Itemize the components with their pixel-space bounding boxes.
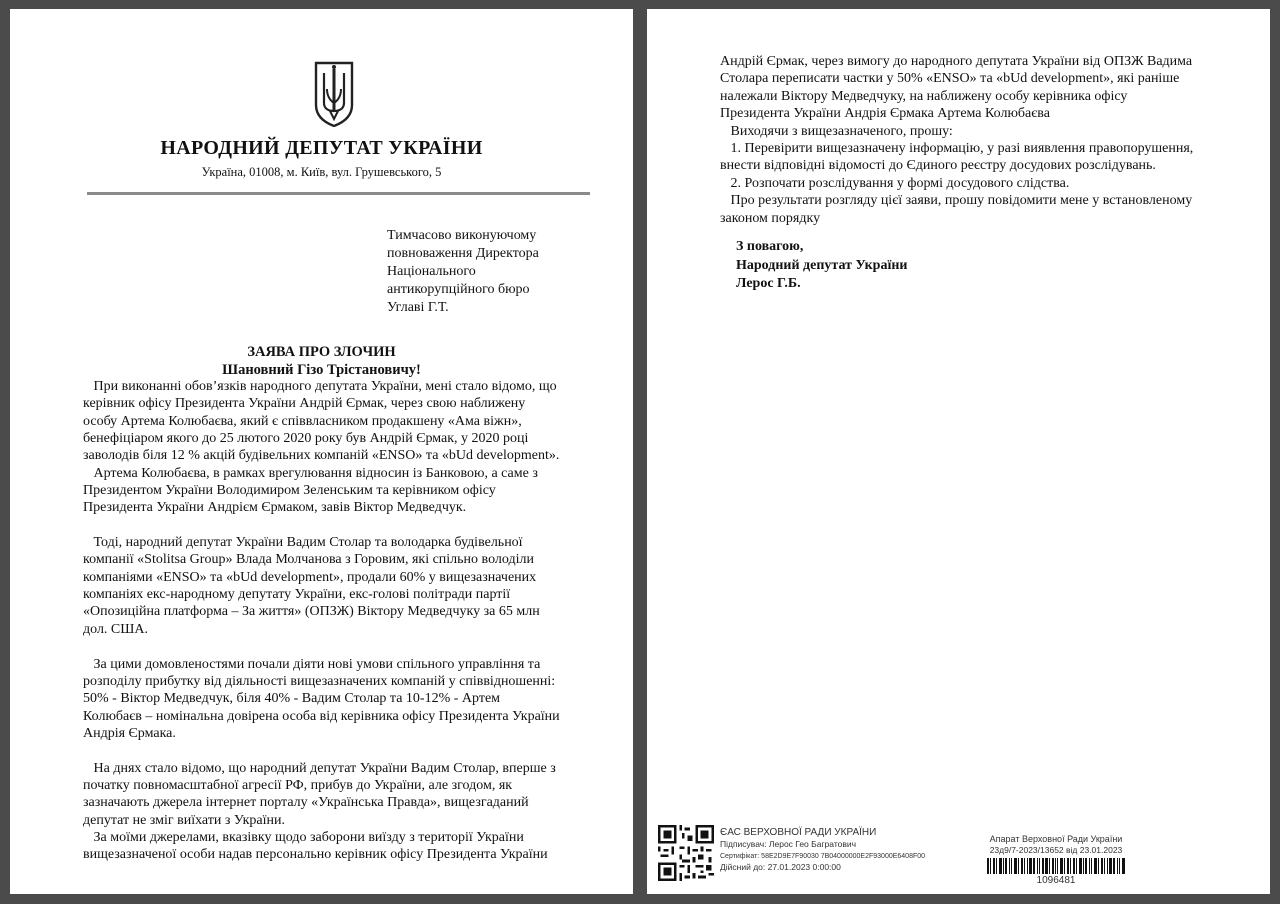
digital-signature-info [720, 827, 925, 873]
text-line: Про результати розгляду цієї заяви, прошу повідомити мене у встановленому [720, 193, 1193, 209]
text-line: компаніями «ENSO» та «bUd development», продали 60% у вищезазначених [83, 569, 537, 585]
text-line: Столара переписати частки у 50% «ENSO» та «bUd development», які раніше [720, 71, 1180, 87]
text-line: початку повномасштабної агресії РФ, прибув до України, але згодом, як [83, 777, 513, 793]
recipient-block [387, 227, 607, 317]
registration-stamp [981, 834, 1131, 887]
paragraph [83, 760, 613, 829]
paragraph [83, 378, 613, 465]
paragraph [83, 534, 613, 638]
eds-signer: Підписувач: Лерос Гео Багратович [720, 839, 857, 849]
text-line: вищезазначеної особи надав персонально керівник офісу Президента України [83, 847, 548, 863]
text-line: розподілу прибутку від діяльності вищезазначених компаній у співвідношенні: [83, 673, 556, 689]
text-line: компанії «Stolitsa Group» Влада Молчанова з Горовим, які спільно володіли [83, 552, 534, 568]
recipient-line: Тимчасово виконуючому [387, 228, 537, 243]
barcode-icon [987, 858, 1125, 874]
eds-certificate: Сертифікат: 58E2D9E7F90030 7B04000000E2F93000E6408F00 [720, 852, 926, 860]
header-divider [87, 192, 590, 195]
paragraph [83, 465, 613, 517]
registration-number: 23д9/7-2023/13652 від 23.01.2023 [989, 845, 1123, 855]
letterhead-address: Україна, 01008, м. Київ, вул. Грушевського, 5 [201, 165, 442, 179]
text-line: За моїми джерелами, вказівку щодо заборони виїзду з території України [83, 829, 524, 845]
barcode-number: 1096481 [1036, 875, 1076, 886]
registration-office: Апарат Верховної Ради України [989, 834, 1123, 844]
text-line: Президента України Андрієм Єрмаком, завів Віктор Медведчук. [83, 500, 467, 516]
recipient-line: антикорупційного бюро [387, 282, 530, 297]
document-title: ЗАЯВА ПРО ЗЛОЧИН [247, 344, 396, 360]
text-line: законом порядку [720, 210, 821, 226]
text-line: компаніях екс-народному депутату України, екс-голові політради партії [83, 587, 511, 603]
text-line: заволодів біля 12 % акцій будівельних компаній «ENSO» та «bUd development». [83, 448, 560, 464]
paragraph [83, 829, 613, 864]
text-line: належали Віктору Медведчуку, на наближену особу керівника офісу [720, 88, 1128, 104]
text-line: Президентом України Володимиром Зеленським та керівником офісу [83, 483, 496, 499]
recipient-line: повноваження Директора [387, 246, 539, 261]
text-line: «Опозиційна платформа – За життя» (ОПЗЖ) Віктору Медведчуку за 65 млн [83, 604, 540, 620]
text-line: Андрій Єрмак, через вимогу до народного депутата України від ОПЗЖ Вадима [720, 54, 1193, 69]
signature-line: З повагою, [736, 239, 804, 254]
text-line: Артема Колюбаєва, в рамках врегулювання відносин із Банковою, а саме з [83, 465, 538, 481]
text-line: бенефіціаром якого до 25 лютого 2020 року був Андрій Єрмак, у 2020 році [83, 431, 529, 447]
text-line: внести відповідні відомості до Єдиного реєстру досудових розслідувань. [720, 158, 1156, 174]
text-line: Виходячи з вищезазначеного, прошу: [720, 123, 953, 139]
text-line: дол. США. [83, 621, 148, 637]
eds-valid-until: Дійсний до: 27.01.2023 0:00:00 [720, 861, 841, 872]
letter-body-page-1 [83, 378, 613, 864]
recipient-line: Національного [387, 264, 476, 279]
text-line: 50% - Віктор Медведчук, біля 40% - Вадим Столар та 10-12% - Артем [83, 691, 501, 707]
text-line: зазначають джерела інтернет порталу «Українська Правда», вищезгаданий [83, 795, 529, 811]
signature-line: Лерос Г.Б. [736, 276, 801, 291]
paragraph [83, 656, 613, 743]
letterhead-title: НАРОДНИЙ ДЕПУТАТ УКРАЇНИ [160, 137, 483, 159]
salutation: Шановний Гізо Трістановичу! [222, 362, 421, 378]
document-page-2 [647, 9, 1270, 894]
qr-code-icon [658, 825, 714, 881]
letter-body-page-2 [720, 53, 1260, 227]
document-page-1 [10, 9, 633, 894]
text-line: На днях стало відомо, що народний депутат України Вадим Столар, вперше з [83, 760, 556, 776]
text-line: Тоді, народний депутат України Вадим Столар та володарка будівельної [83, 535, 523, 551]
coat-of-arms-trident-icon [312, 59, 356, 127]
text-line: За цими домовленостями почали діяти нові умови спільного управління та [83, 656, 541, 672]
paragraph-gap [83, 638, 613, 655]
paragraph-gap [83, 517, 613, 534]
text-line: депутат не зміг виїхати з України. [83, 812, 285, 828]
eds-system-title: ЄАС ВЕРХОВНОЇ РАДИ УКРАЇНИ [720, 827, 877, 838]
paragraph-gap [83, 742, 613, 759]
recipient-line: Углаві Г.Т. [387, 300, 449, 315]
text-line: Президента України Андрія Єрмака Артема Колюбаєва [720, 106, 1050, 122]
text-line: Колюбаєв – номінальна довірена особа від керівника офісу Президента України [83, 708, 560, 724]
text-line: керівник офісу Президента України Андрій Єрмак, через свою наближену [83, 396, 526, 412]
text-line: Андрія Єрмака. [83, 725, 176, 741]
text-line: 1. Перевірити вищезазначену інформацію, у разі виявлення правопорушення, [720, 141, 1194, 157]
signature-line: Народний депутат України [736, 257, 908, 273]
text-line: 2. Розпочати розслідування у формі досудового слідства. [720, 175, 1070, 191]
text-line: При виконанні обов’язків народного депутата України, мені стало відомо, що [83, 379, 557, 394]
text-line: особу Артема Колюбаєва, який є співвласником продакшену «Ама віжн», [83, 413, 522, 429]
signature-block [736, 238, 907, 294]
document-heading [10, 343, 633, 379]
